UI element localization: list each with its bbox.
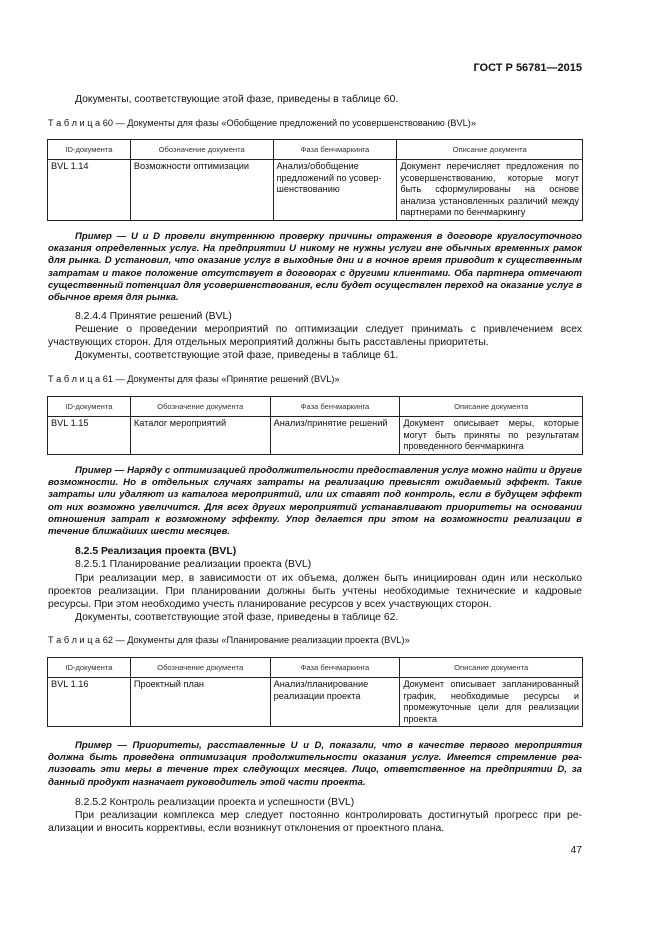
table-cell: Анализ/планирование реализации проекта xyxy=(270,678,400,727)
header-cell: Обозначение документа xyxy=(130,397,270,417)
table-row xyxy=(48,417,583,455)
table-62-caption-prefix: Т а б л и ц а xyxy=(48,635,101,645)
header-cell: Описание документа xyxy=(397,140,583,160)
table-cell: Возможности оптимизации xyxy=(130,160,273,221)
example-2: Пример — Наряду с оптимизацией продолжительности предоставления услуг можно найти и другие возможности. Но в отдельных случаях затраты на реализацию превысят ожидаемый эффект. Такие затраты или удаляют из каталога мероприятий, или их ставят под контроль, если в будущем эффект от них возможно увеличится. Для всех других мероприятий устанавливают приоритеты на основании отношения затрат к возможному эффекту. Упор делается при этом на возможности реализации в течение ближайших шести месяцев. xyxy=(48,465,582,538)
header-cell: ID-документа xyxy=(48,658,131,678)
table-cell: Анализ/принятие решений xyxy=(270,417,400,455)
section-8-2-5-2-paragraph-1: При реализации комплекса мер следует постоянно контролировать достигнутый прогресс при реализации и вносить коррективы, если возникнут отклонения от проектного плана. xyxy=(48,810,582,834)
table-60 xyxy=(47,139,583,221)
table-cell: BVL 1.16 xyxy=(48,678,131,727)
table-cell: Проектный план xyxy=(130,678,270,727)
intro-paragraph: Документы, соответствующие этой фазе, приведены в таблице 60. xyxy=(75,94,399,105)
table-row xyxy=(48,160,583,221)
table-cell: BVL 1.14 xyxy=(48,160,131,221)
header-cell: ID-документа xyxy=(48,397,131,417)
table-cell: Документ описывает меры, которые могут быть приняты по результатам проведенного бенчмаркинга xyxy=(400,417,583,455)
section-8-2-5-2-title: 8.2.5.2 Контроль реализации проекта и успешности (BVL) xyxy=(75,797,355,808)
header-cell: ID-документа xyxy=(48,140,131,160)
table-cell: Документ перечисляет предложения по усовершенствованию, которые могут быть сформулированы на основе анализа установленных различий между партнерами по бенчмаркингу xyxy=(397,160,583,221)
header-cell: Обозначение документа xyxy=(130,658,270,678)
table-row xyxy=(48,678,583,727)
table-61-caption-text: 61 — Документы для фазы «Принятие решений (BVL)» xyxy=(100,374,340,384)
table-60-caption-prefix: Т а б л и ц а xyxy=(48,118,101,128)
table-62-caption xyxy=(48,634,410,647)
header-cell: Описание документа xyxy=(400,658,583,678)
table-61 xyxy=(47,396,583,455)
header-cell: Фаза бенчмаркинга xyxy=(270,658,400,678)
section-8-2-4-4-paragraph-1: Решение о проведении мероприятий по оптимизации следует принимать с привлечением всех участвующих сторон. Для отдельных мероприятий должны быть расставлены приоритеты. xyxy=(48,324,582,348)
header-cell: Описание документа xyxy=(400,397,583,417)
table-header-row xyxy=(48,658,583,678)
section-8-2-5-title: 8.2.5 Реализация проекта (BVL) xyxy=(75,546,237,557)
table-60-caption-text: 60 — Документы для фазы «Обобщение предложений по усовершенствованию (BVL)» xyxy=(100,118,476,128)
table-header-row xyxy=(48,140,583,160)
section-8-2-5-1-paragraph-1: При реализации мер, в зависимости от их объема, должен быть инициирован один или несколько проектов реализации. При планировании должны быть учтены необходимые технические и кадровые ресурсы. При этом необходимо учесть планирование ресурсов у всех участвующих сторон. xyxy=(48,573,582,610)
page-number: 47 xyxy=(570,845,582,856)
table-cell: BVL 1.15 xyxy=(48,417,131,455)
table-cell: Документ описывает запланированный график, необходимые ресурсы и промежуточные цели для реализации проекта xyxy=(400,678,583,727)
table-cell: Каталог мероприятий xyxy=(130,417,270,455)
table-header-row xyxy=(48,397,583,417)
standard-number: ГОСТ Р 56781—2015 xyxy=(473,62,582,74)
example-3: Пример — Приоритеты, расставленные U и D, показали, что в качестве первого мероприятия должна быть проведена оптимизация продолжительности оказания услуг. Имеется стремление реализовать эти меры в течение трех следующих месяцев. Лицо, ответственное на предприятии D, за данный продукт назначает руководитель этой части проекта. xyxy=(48,740,582,788)
header-cell: Фаза бенчмаркинга xyxy=(273,140,397,160)
table-60-caption xyxy=(48,117,476,130)
section-8-2-5-1-paragraph-2: Документы, соответствующие этой фазе, приведены в таблице 62. xyxy=(75,612,399,623)
header-cell: Фаза бенчмаркинга xyxy=(270,397,400,417)
section-8-2-5-1-title: 8.2.5.1 Планирование реализации проекта (BVL) xyxy=(75,559,312,570)
table-61-caption xyxy=(48,373,340,386)
header-cell: Обозначение документа xyxy=(130,140,273,160)
section-8-2-4-4-paragraph-2: Документы, соответствующие этой фазе, приведены в таблице 61. xyxy=(75,350,399,361)
section-8-2-4-4-title: 8.2.4.4 Принятие решений (BVL) xyxy=(75,311,232,322)
table-61-caption-prefix: Т а б л и ц а xyxy=(48,374,101,384)
table-62 xyxy=(47,657,583,727)
example-1: Пример — U и D провели внутреннюю проверку причины отражения в договоре круглосуточного оказания определенных услуг. На предприятии U никому не нужны услуги вне обычных временных рамок для рынка. D установил, что оказание услуг в выходные дни и в ночное время приводит к существенным затратам и такое положение отсутствует в договорах с другими клиентами. Оба партнера отмечают существенный потенциал для усовершенствования, если будет осуществлен переход на оказание услуг в обычное время для рынка. xyxy=(48,231,582,304)
table-cell: Анализ/обобщение предложений по усовершенствованию xyxy=(273,160,397,221)
table-62-caption-text: 62 — Документы для фазы «Планирование реализации проекта (BVL)» xyxy=(100,635,410,645)
